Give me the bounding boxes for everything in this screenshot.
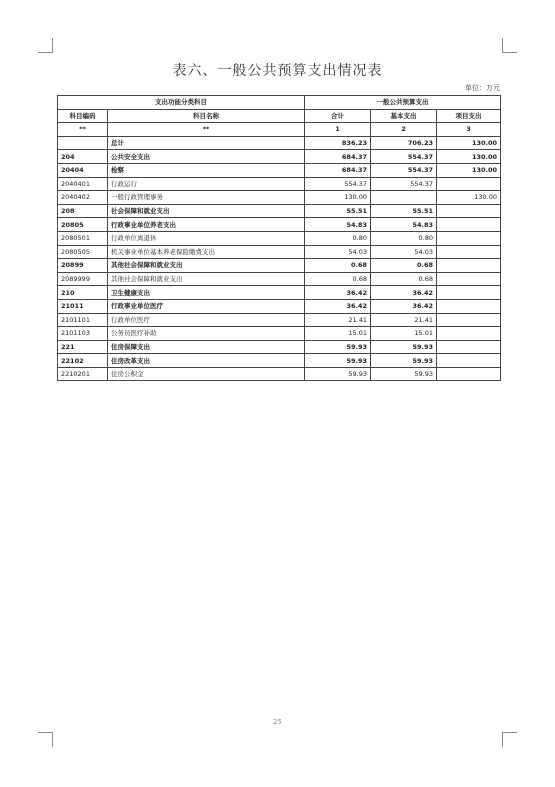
cell-project (437, 245, 501, 259)
expenditure-table (57, 95, 501, 381)
cell-basic: 21.41 (371, 313, 437, 327)
header-basic: 基本支出 (371, 109, 437, 123)
table-header-group-row (58, 96, 501, 110)
cell-project (437, 327, 501, 341)
cell-basic: 55.51 (371, 204, 437, 218)
cell-total: 54.83 (305, 218, 371, 232)
page-number: 25 (273, 718, 282, 726)
table-row (58, 204, 501, 218)
cell-basic: 15.01 (371, 327, 437, 341)
cell-basic: 554.37 (371, 163, 437, 177)
cell-project (437, 218, 501, 232)
cell-project: 130.00 (437, 163, 501, 177)
page-title: 表六、一般公共预算支出情况表 (172, 63, 383, 79)
cell-code: 2080501 (58, 231, 108, 245)
cell-code: 2040401 (58, 177, 108, 191)
header-functional-classification: 支出功能分类科目 (58, 96, 305, 110)
cell-code: 2101103 (58, 327, 108, 341)
cell-total: 0.80 (305, 231, 371, 245)
cell-total: 684.37 (305, 150, 371, 164)
cell-project: 130.00 (437, 150, 501, 164)
cell-name: 其他社会保障和就业支出 (108, 272, 305, 286)
cell-name: 行政事业单位养老支出 (108, 218, 305, 232)
cell-name: 住房公积金 (108, 367, 305, 381)
table-row (58, 218, 501, 232)
cell-total: 684.37 (305, 163, 371, 177)
cell-code: 2040402 (58, 191, 108, 205)
cell-name: 检察 (108, 163, 305, 177)
table-row (58, 150, 501, 164)
cell-code: 208 (58, 204, 108, 218)
crop-mark-top-left (38, 38, 53, 53)
cell-project (437, 313, 501, 327)
cell-project: 130.00 (437, 191, 501, 205)
header-general-budget-expenditure: 一般公共预算支出 (305, 96, 501, 110)
table-row (58, 163, 501, 177)
crop-mark-bottom-left (38, 732, 53, 747)
cell-basic: 554.37 (371, 150, 437, 164)
index-name: ** (108, 123, 305, 137)
table-row (58, 136, 501, 150)
cell-code: 204 (58, 150, 108, 164)
cell-basic: 36.42 (371, 286, 437, 300)
table-row (58, 354, 501, 368)
cell-basic: 554.37 (371, 177, 437, 191)
cell-name: 其他社会保障和就业支出 (108, 259, 305, 273)
cell-total: 554.37 (305, 177, 371, 191)
header-total: 合计 (305, 109, 371, 123)
cell-code: 2101101 (58, 313, 108, 327)
cell-code: 2089999 (58, 272, 108, 286)
crop-mark-top-right (502, 38, 517, 53)
unit-label: 单位：万元 (465, 84, 500, 92)
table-row (58, 259, 501, 273)
cell-code: 20805 (58, 218, 108, 232)
table-row (58, 231, 501, 245)
table-row (58, 313, 501, 327)
cell-name: 社会保障和就业支出 (108, 204, 305, 218)
cell-project (437, 177, 501, 191)
cell-name: 公共安全支出 (108, 150, 305, 164)
cell-basic (371, 191, 437, 205)
header-code: 科目编码 (58, 109, 108, 123)
cell-name: 行政单位医疗 (108, 313, 305, 327)
header-name: 科目名称 (108, 109, 305, 123)
cell-code: 2210201 (58, 367, 108, 381)
cell-basic: 36.42 (371, 299, 437, 313)
cell-name: 行政单位离退休 (108, 231, 305, 245)
cell-name: 机关事业单位基本养老保险缴费支出 (108, 245, 305, 259)
cell-name: 一般行政管理事务 (108, 191, 305, 205)
cell-basic: 54.83 (371, 218, 437, 232)
cell-name: 总计 (108, 136, 305, 150)
cell-project: 130.00 (437, 136, 501, 150)
cell-code: 20899 (58, 259, 108, 273)
cell-total: 0.68 (305, 259, 371, 273)
index-total: 1 (305, 123, 371, 137)
table-index-row (58, 123, 501, 137)
cell-project (437, 340, 501, 354)
cell-project (437, 259, 501, 273)
cell-total: 130.00 (305, 191, 371, 205)
cell-total: 21.41 (305, 313, 371, 327)
index-code: ** (58, 123, 108, 137)
cell-total: 836.23 (305, 136, 371, 150)
table-row (58, 327, 501, 341)
cell-name: 行政事业单位医疗 (108, 299, 305, 313)
index-basic: 2 (371, 123, 437, 137)
cell-code (58, 136, 108, 150)
cell-basic: 0.68 (371, 259, 437, 273)
cell-total: 59.93 (305, 367, 371, 381)
cell-code: 210 (58, 286, 108, 300)
cell-total: 36.42 (305, 286, 371, 300)
cell-total: 54.03 (305, 245, 371, 259)
cell-project (437, 299, 501, 313)
cell-code: 2080505 (58, 245, 108, 259)
cell-basic: 59.93 (371, 367, 437, 381)
cell-name: 卫生健康支出 (108, 286, 305, 300)
cell-total: 55.51 (305, 204, 371, 218)
cell-project (437, 272, 501, 286)
table-row (58, 191, 501, 205)
table-row (58, 340, 501, 354)
header-project: 项目支出 (437, 109, 501, 123)
cell-total: 15.01 (305, 327, 371, 341)
cell-code: 22102 (58, 354, 108, 368)
cell-total: 59.93 (305, 340, 371, 354)
cell-total: 36.42 (305, 299, 371, 313)
cell-total: 59.93 (305, 354, 371, 368)
table-row (58, 272, 501, 286)
cell-basic: 0.68 (371, 272, 437, 286)
table-row (58, 367, 501, 381)
table-row (58, 299, 501, 313)
cell-code: 20404 (58, 163, 108, 177)
cell-total: 0.68 (305, 272, 371, 286)
table-row (58, 177, 501, 191)
cell-basic: 59.93 (371, 354, 437, 368)
table-header-row (58, 109, 501, 123)
cell-basic: 59.93 (371, 340, 437, 354)
cell-code: 21011 (58, 299, 108, 313)
cell-basic: 54.03 (371, 245, 437, 259)
cell-project (437, 231, 501, 245)
cell-code: 221 (58, 340, 108, 354)
cell-project (437, 286, 501, 300)
cell-name: 住房改革支出 (108, 354, 305, 368)
index-project: 3 (437, 123, 501, 137)
cell-name: 行政运行 (108, 177, 305, 191)
cell-project (437, 354, 501, 368)
crop-mark-bottom-right (502, 732, 517, 747)
cell-basic: 0.80 (371, 231, 437, 245)
table-row (58, 286, 501, 300)
table-row (58, 245, 501, 259)
cell-name: 公务员医疗补助 (108, 327, 305, 341)
cell-project (437, 367, 501, 381)
cell-name: 住房保障支出 (108, 340, 305, 354)
cell-basic: 706.23 (371, 136, 437, 150)
cell-project (437, 204, 501, 218)
